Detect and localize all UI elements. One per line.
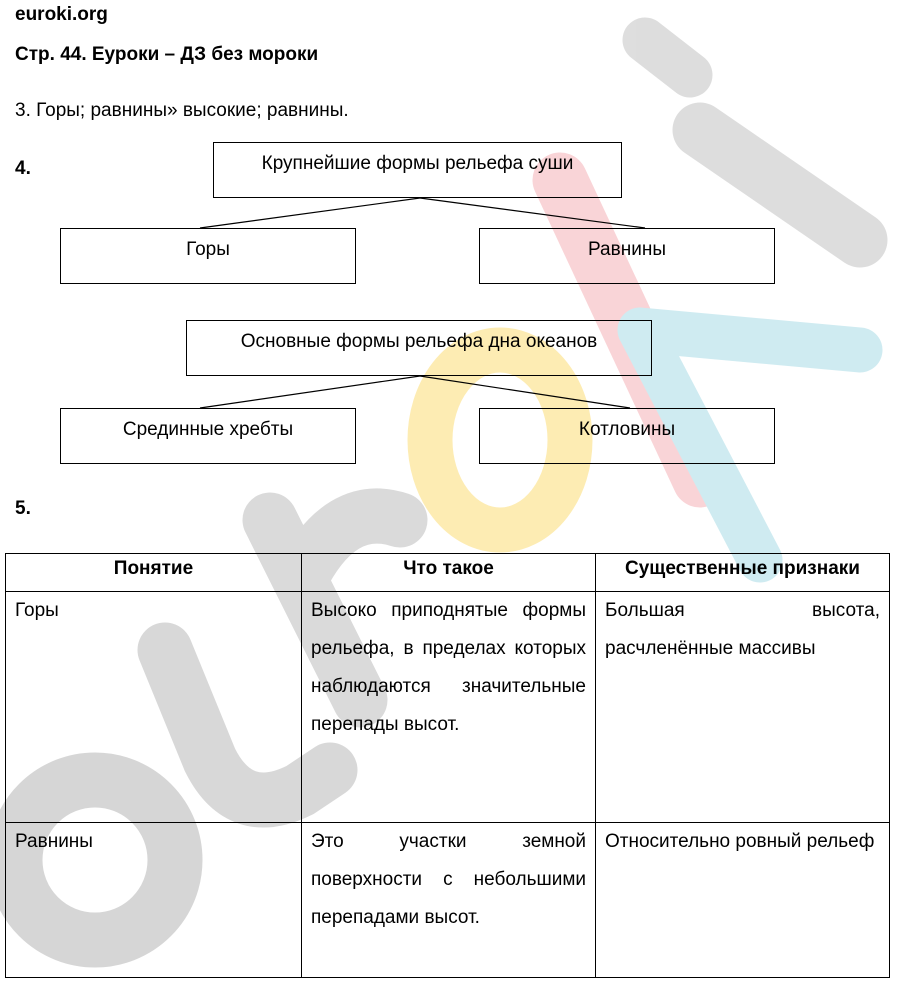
cell-features: Относительно ровный рельеф	[596, 823, 890, 978]
diagram-mountains: Горы	[60, 228, 356, 284]
diagram-ocean-root: Основные формы рельефа дна океанов	[186, 320, 652, 376]
cell-definition: Это участки земной поверхности с небольшими перепадами высот.	[302, 823, 596, 978]
cell-features: Большая высота, расчленённые массивы	[596, 592, 890, 823]
diagram-basins: Котловины	[479, 408, 775, 464]
diagram-land-root: Крупнейшие формы рельефа суши	[213, 142, 622, 198]
concepts-table	[5, 553, 890, 978]
header-concept: Понятие	[6, 554, 302, 592]
table-header-row	[6, 554, 890, 592]
connector-land-left	[200, 198, 420, 228]
header-features: Существенные признаки	[596, 554, 890, 592]
table-row	[6, 592, 890, 823]
connector-land-right	[420, 198, 645, 228]
connector-ocean-left	[200, 376, 420, 408]
diagram-mid-ocean-ridges: Срединные хребты	[60, 408, 356, 464]
task4-number: 4.	[15, 158, 31, 179]
task5-number: 5.	[15, 498, 31, 519]
page-title: Стр. 44. Еуроки – ДЗ без мороки	[15, 44, 319, 65]
cell-concept: Горы	[6, 592, 302, 823]
header-definition: Что такое	[302, 554, 596, 592]
connector-ocean-right	[420, 376, 630, 408]
cell-concept: Равнины	[6, 823, 302, 978]
cell-definition: Высоко приподнятые формы рельефа, в пределах которых наблюдаются значительные перепады высот.	[302, 592, 596, 823]
table-row	[6, 823, 890, 978]
diagram-plains: Равнины	[479, 228, 775, 284]
task3-answer: 3. Горы; равнины» высокие; равнины.	[15, 100, 349, 121]
site-name: euroki.org	[15, 4, 108, 25]
